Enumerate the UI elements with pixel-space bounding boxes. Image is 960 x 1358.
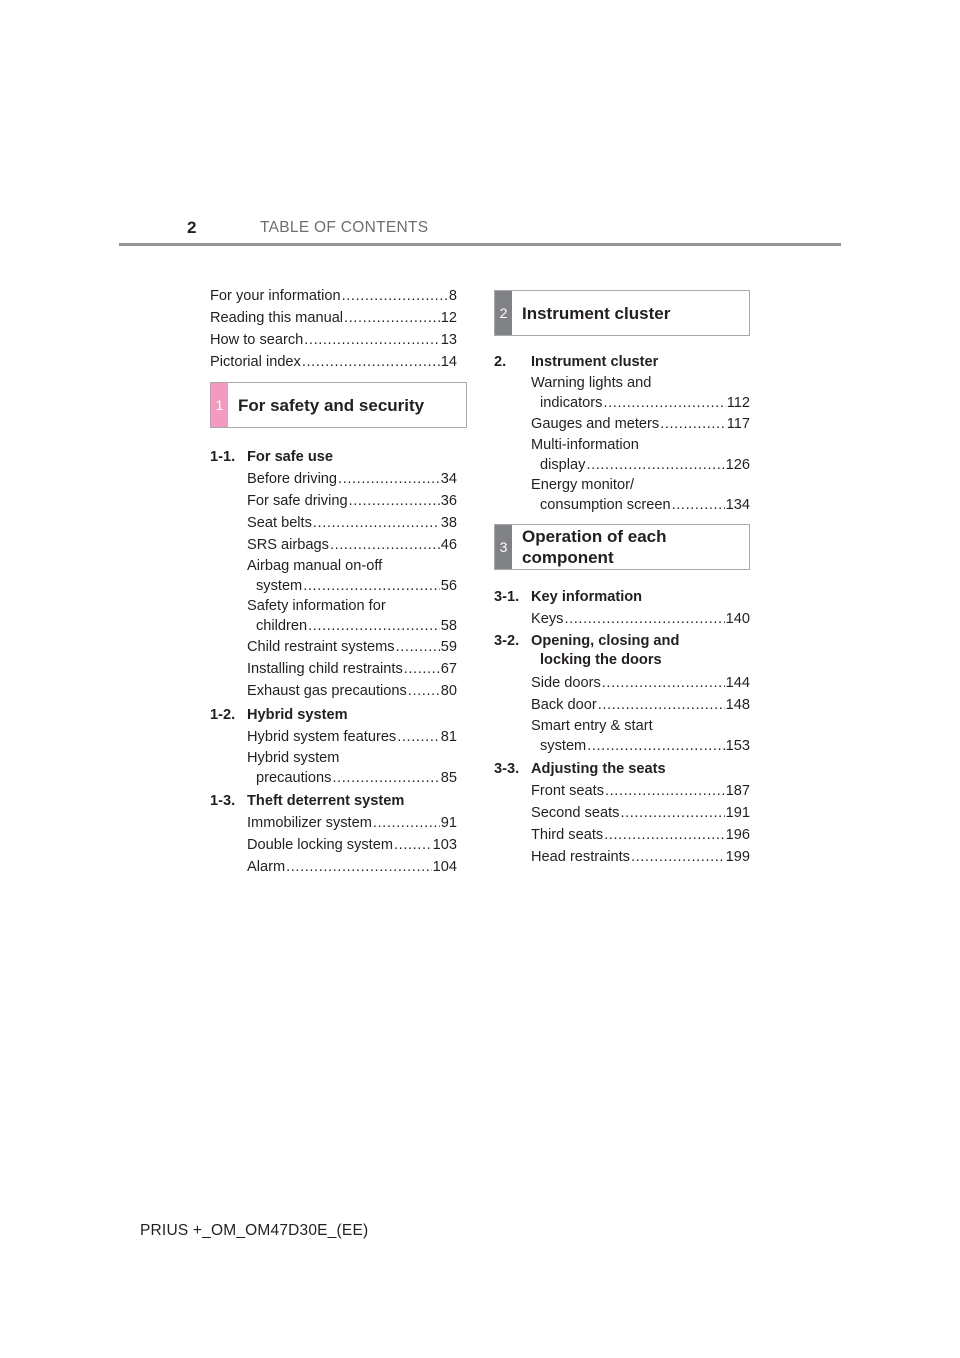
toc-entry[interactable]: Side doors ..... 144 <box>531 672 750 694</box>
header-title: TABLE OF CONTENTS <box>260 219 429 236</box>
toc-entry[interactable]: Third seats ..... 196 <box>531 824 750 846</box>
toc-entry[interactable]: Airbag manual on-off system ..... 56 <box>247 556 457 596</box>
toc-entry[interactable]: For safe driving ..... 36 <box>247 490 457 512</box>
chapter-1-title: For safety and security <box>238 395 425 415</box>
toc-left-column <box>210 285 457 878</box>
intro-list <box>210 285 457 373</box>
toc-entry[interactable]: Alarm ..... 104 <box>247 856 457 878</box>
section-items <box>494 672 750 756</box>
chapter-2-title: Instrument cluster <box>522 303 671 323</box>
section-heading[interactable]: 3-2. Opening, closing and locking the doors <box>494 633 680 668</box>
page-number: 2 <box>187 218 197 237</box>
toc-entry[interactable]: Before driving ..... 34 <box>247 468 457 490</box>
toc-entry[interactable]: Hybrid system features ..... 81 <box>247 726 457 748</box>
chapter-1-tab: 1 <box>211 383 228 427</box>
toc-entry[interactable]: Installing child restraints ..... 67 <box>247 658 457 680</box>
chapter-2-box[interactable] <box>494 290 750 336</box>
toc-entry[interactable]: Hybrid system precautions ..... 85 <box>247 748 457 788</box>
toc-entry[interactable]: Immobilizer system ..... 91 <box>247 812 457 834</box>
section-items <box>210 812 457 878</box>
chapter-1-box[interactable] <box>210 382 467 428</box>
toc-entry[interactable]: Smart entry & start system ..... 153 <box>531 716 750 756</box>
toc-entry[interactable]: How to search ..... 13 <box>210 329 457 351</box>
toc-entry[interactable]: Child restraint systems ..... 59 <box>247 636 457 658</box>
toc-right-column <box>494 290 750 868</box>
toc-entry[interactable]: Reading this manual ..... 12 <box>210 307 457 329</box>
section-items <box>494 780 750 868</box>
page-footer: PRIUS +_OM_OM47D30E_(EE) <box>140 1222 369 1239</box>
chapter-3-box[interactable] <box>494 524 750 570</box>
section-heading[interactable]: 1-3. Theft deterrent system <box>210 793 405 809</box>
toc-entry[interactable]: Keys ..... 140 <box>531 608 750 630</box>
chapter-2-tab: 2 <box>495 291 512 335</box>
toc-entry[interactable]: Safety information for children ..... 58 <box>247 596 457 636</box>
toc-entry[interactable]: Double locking system ..... 103 <box>247 834 457 856</box>
toc-entry[interactable]: For your information ..... 8 <box>210 285 457 307</box>
section-heading[interactable]: 1-1. For safe use <box>210 449 333 465</box>
section-items <box>210 468 457 702</box>
toc-entry[interactable]: Front seats ..... 187 <box>531 780 750 802</box>
toc-entry[interactable]: Seat belts ..... 38 <box>247 512 457 534</box>
toc-entry[interactable]: Pictorial index ..... 14 <box>210 351 457 373</box>
chapter-3-title: Operation of each component <box>522 527 667 567</box>
toc-entry[interactable]: Gauges and meters ..... 117 <box>531 413 750 435</box>
toc-entry[interactable]: Exhaust gas precautions ..... 80 <box>247 680 457 702</box>
section-items <box>210 726 457 788</box>
toc-entry[interactable]: Multi-information display ..... 126 <box>531 435 750 475</box>
toc-entry[interactable]: Second seats ..... 191 <box>531 802 750 824</box>
section-heading[interactable]: 3-1. Key information <box>494 589 643 605</box>
section-heading[interactable]: 3-3. Adjusting the seats <box>494 761 666 777</box>
section-heading[interactable]: 1-2. Hybrid system <box>210 707 348 723</box>
toc-entry[interactable]: Head restraints ..... 199 <box>531 846 750 868</box>
header-rule <box>119 243 841 246</box>
section-heading[interactable]: 2. Instrument cluster <box>494 354 659 370</box>
toc-entry[interactable]: Energy monitor/ consumption screen ..... 134 <box>531 475 750 515</box>
section-items <box>494 373 750 515</box>
chapter-3-tab: 3 <box>495 525 512 569</box>
toc-entry[interactable]: Warning lights and indicators ..... 112 <box>531 373 750 413</box>
section-items <box>494 608 750 630</box>
toc-entry[interactable]: Back door ..... 148 <box>531 694 750 716</box>
toc-entry[interactable]: SRS airbags ..... 46 <box>247 534 457 556</box>
